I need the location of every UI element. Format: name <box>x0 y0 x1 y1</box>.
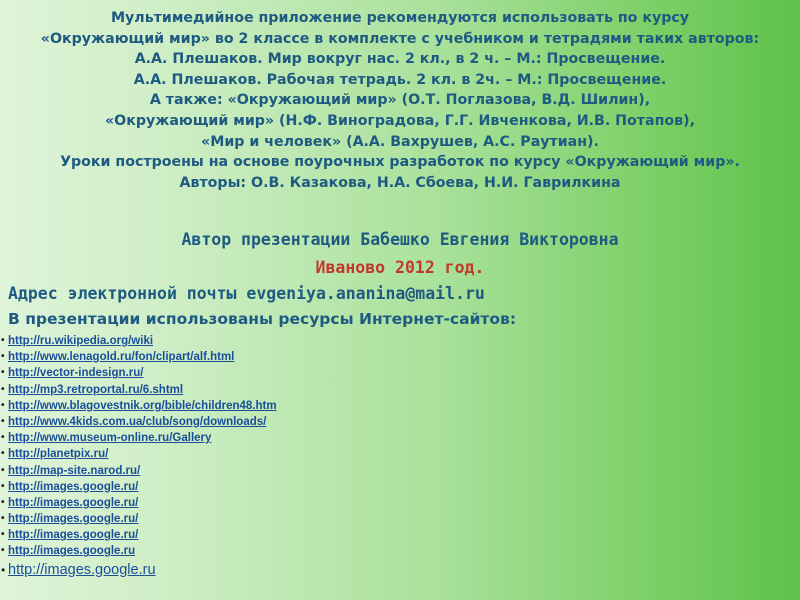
bullet-icon: • <box>1 545 5 557</box>
intro-line: Уроки построены на основе поурочных разработок по курсу «Окружающий мир». <box>60 154 740 171</box>
list-item <box>0 414 277 430</box>
intro-line: А.А. Плешаков. Рабочая тетрадь. 2 кл. в 2ч. – М.: Просвещение. <box>133 71 667 88</box>
list-item <box>0 349 277 365</box>
bullet-icon: • <box>1 513 5 525</box>
bullet-icon: • <box>1 399 5 411</box>
resource-link[interactable]: http://images.google.ru <box>8 545 136 558</box>
intro-line: Мультимедийное приложение рекомендуются использовать по курсу <box>110 10 690 26</box>
list-item <box>0 479 277 495</box>
intro-text <box>0 8 800 193</box>
resource-links-list <box>0 333 277 580</box>
bullet-icon: • <box>1 448 5 460</box>
presentation-author: Автор презентации Бабешко Евгения Викторовна <box>181 230 619 249</box>
resource-link[interactable]: http://www.4kids.com.ua/club/song/downloads/ <box>8 415 267 428</box>
intro-line: А также: «Окружающий мир» (О.Т. Поглазова, В.Д. Шилин), <box>149 92 651 109</box>
intro-line: А.А. Плешаков. Мир вокруг нас. 2 кл., в 2 ч. – М.: Просвещение. <box>134 51 666 68</box>
resource-link[interactable]: http://images.google.ru/ <box>8 529 139 542</box>
bullet-icon: • <box>1 335 5 346</box>
list-item <box>0 463 277 479</box>
resource-link[interactable]: http://vector-indesign.ru/ <box>8 367 144 380</box>
intro-line: «Окружающий мир» (Н.Ф. Виноградова, Г.Г. Ивченкова, И.В. Потапов), <box>104 112 696 129</box>
resource-link[interactable]: http://www.museum-online.ru/Gallery <box>8 432 212 445</box>
list-item <box>0 446 277 462</box>
bullet-icon: • <box>1 496 5 508</box>
resource-link[interactable]: http://planetpix.ru/ <box>8 448 109 461</box>
list-item <box>0 495 277 511</box>
bullet-icon: • <box>1 383 5 395</box>
resource-link[interactable]: http://mp3.retroportal.ru/6.shtml <box>8 383 184 396</box>
list-item <box>0 527 277 543</box>
bullet-icon: • <box>1 480 5 492</box>
resource-link[interactable]: http://images.google.ru/ <box>8 496 139 509</box>
resource-link[interactable]: http://www.lenagold.ru/fon/clipart/alf.html <box>8 351 235 364</box>
intro-line: «Мир и человек» (А.А. Вахрушев, А.С. Раутиан). <box>201 133 599 150</box>
list-item <box>0 382 277 398</box>
bullet-icon: • <box>1 464 5 476</box>
list-item <box>0 365 277 381</box>
resource-link[interactable]: http://images.google.ru/ <box>8 480 139 493</box>
list-item <box>0 398 277 414</box>
bullet-icon: • <box>1 432 5 444</box>
email-line: Адрес электронной почты evgeniya.ananina@mail.ru <box>8 284 485 303</box>
bullet-icon: • <box>1 529 5 541</box>
resources-title: В презентации использованы ресурсы Интернет-сайтов: <box>8 310 517 328</box>
list-item <box>0 560 277 580</box>
resource-link[interactable]: http://ru.wikipedia.org/wiki <box>8 335 154 347</box>
list-item <box>0 543 277 559</box>
intro-line: «Окружающий мир» во 2 классе в комплекте с учебником и тетрадями таких авторов: <box>40 30 760 47</box>
bullet-icon: • <box>1 415 5 427</box>
bullet-icon: • <box>1 562 6 577</box>
bullet-icon: • <box>1 351 5 363</box>
bullet-icon: • <box>1 367 5 379</box>
list-item <box>0 511 277 527</box>
intro-line: Авторы: О.В. Казакова, Н.А. Сбоева, Н.И. Гаврилкина <box>179 174 621 191</box>
resource-link[interactable]: http://map-site.narod.ru/ <box>8 464 141 477</box>
list-item <box>0 430 277 446</box>
list-item <box>0 333 277 349</box>
resource-link[interactable]: http://www.blagovestnik.org/bible/children48.htm <box>8 399 277 412</box>
resource-link[interactable]: http://images.google.ru <box>8 561 156 578</box>
place-and-year: Иваново 2012 год. <box>315 258 485 277</box>
resource-link[interactable]: http://images.google.ru/ <box>8 513 139 526</box>
